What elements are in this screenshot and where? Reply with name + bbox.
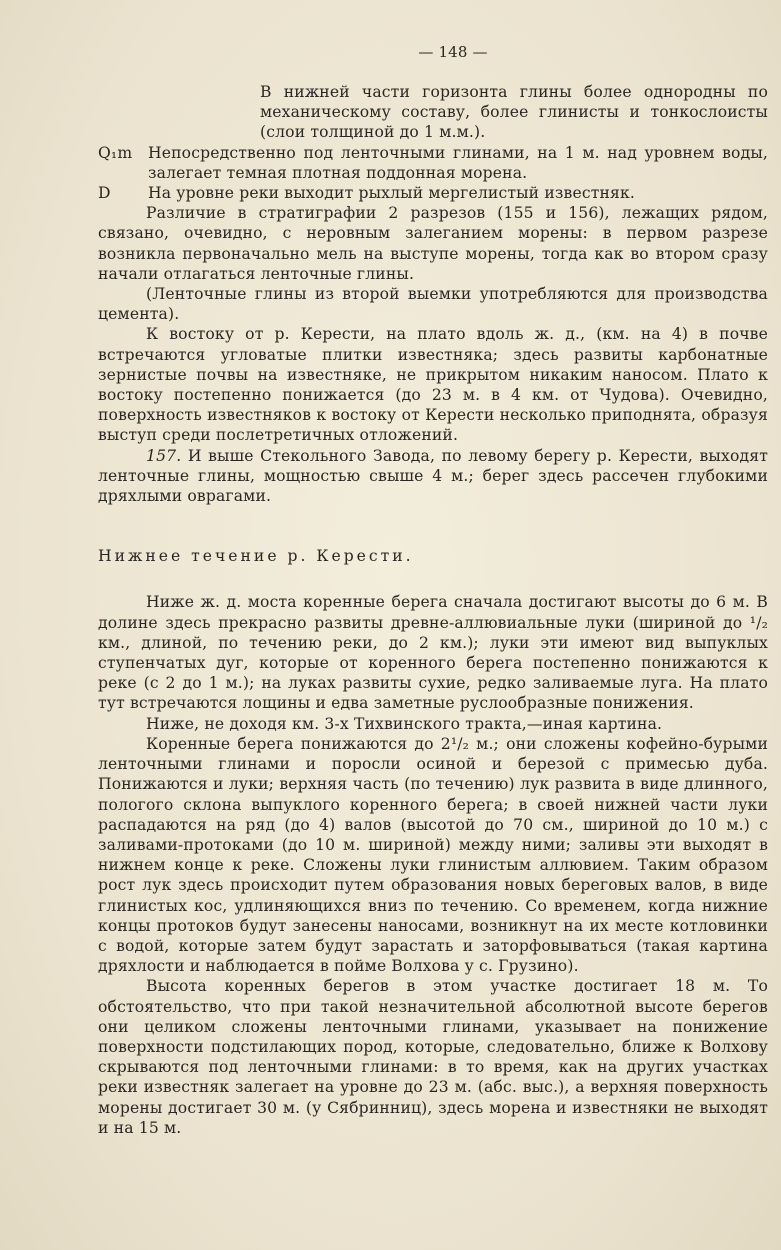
layer-description: Непосредственно под ленточными глинами, на 1 м. над уровнем воды, залегает темная плотная поддонная морена. [148,143,768,182]
paragraph-cement: (Ленточные глины из второй выемки употребляются для производства цемента). [98,285,768,324]
paragraph-stratigraphy: Различие в стратиграфии 2 разрезов (155 и 156), лежащих рядом, связано, очевидно, с неровным залеганием морены: в первом разрезе возникла первоначально мель на выступе морены, тогда как во втором сразу начали отлагаться ленточные глины. [98,204,768,283]
section-number: 157. [146,446,182,465]
intro-paragraph: В нижней части горизонта глины более однородны по механическому составу, более глинисты и тонкослоисты (слои толщиной до 1 м.м.). [260,83,768,142]
paragraph-157 [98,446,768,507]
paragraph-plateau: К востоку от р. Керести, на плато вдоль ж. д., (км. на 4) в почве встречаются угловатые плитки известняка; здесь развиты карбонатные зернистые почвы на известняке, не прикрытом никаким наносом. Плато к востоку постепенно понижается (до 23 м. в 4 км. от Чудова). Очевидно, поверхность известняков к востоку от Керести несколько приподнята, образуя выступ среди послетретичных отложений. [98,325,768,445]
paragraph-tikhvin: Ниже, не доходя км. 3-х Тихвинского тракта,—иная картина. [146,714,663,733]
paragraph-bridge: Ниже ж. д. моста коренные берега сначала достигают высоты до 6 м. В долине здесь прекрасно развиты древне-аллювиальные луки (шириной до ¹/₂ км., длиной, по течению реки, до 2 км.); луки эти имеют вид выпуклых ступенчатых дуг, которые от коренного берега постепенно понижаются к реке (с 2 до 1 м.); на луках развиты сухие, редко заливаемые луга. На плато тут встречаются лощины и едва заметные руслообразные понижения. [98,593,768,713]
layer-label: D [98,184,111,203]
layer-row-d [98,183,768,203]
section-heading: Нижнее течение р. Керести. [98,547,414,566]
paragraph-157-text: И выше Стекольного Завода, по левому берегу р. Керести, выходят ленточные глины, мощностью свыше 4 м.; берег здесь рассечен глубокими дряхлыми оврагами. [98,446,768,506]
layer-label: Q₁m [98,143,133,162]
paragraph-height: Высота коренных берегов в этом участке достигает 18 м. То обстоятельство, что при такой незначительной абсолютной высоте берегов они целиком сложены ленточными глинами, указывает на понижение поверхности подстилающих пород, которые, следовательно, ближе к Волхову скрываются под ленточными глинами: в то время, как на других участках реки известняк залегает на уровне до 23 м. (абс. выс.), а верхняя поверхность морены достигает 30 м. (у Сябринниц), здесь морена и известняки не выходят и на 15 м. [98,977,768,1137]
paragraph-banks: Коренные берега понижаются до 2¹/₂ м.; они сложены кофейно-бурыми ленточными глинами и поросли осиной и березой с примесью дуба. Понижаются и луки; верхняя часть (по течению) лук развита в виде длинного, пологого склона выпуклого коренного берега; в своей нижней части луки распадаются на ряд (до 4) валов (высотой до 70 см., шириной до 10 м.) с заливами-протоками (до 10 м. шириной) между ними; заливы эти выходят в нижнем конце к реке. Сложены луки глинистым аллювием. Таким образом рост лук здесь происходит путем образования новых береговых валов, в виде глинистых кос, удлиняющихся вниз по течению. Со временем, когда нижние концы протоков будут занесены наносами, возникнут на их месте котловинки с водой, которые затем будут зарастать и заторфовываться (такая картина дряхлости и наблюдается в пойме Волхова у с. Грузино). [98,734,768,976]
document-page [98,42,768,1138]
page-number: — 148 — [418,43,488,61]
layer-row-qm [98,143,768,183]
layer-description: На уровне реки выходит рыхлый мергелистый известняк. [148,184,636,203]
